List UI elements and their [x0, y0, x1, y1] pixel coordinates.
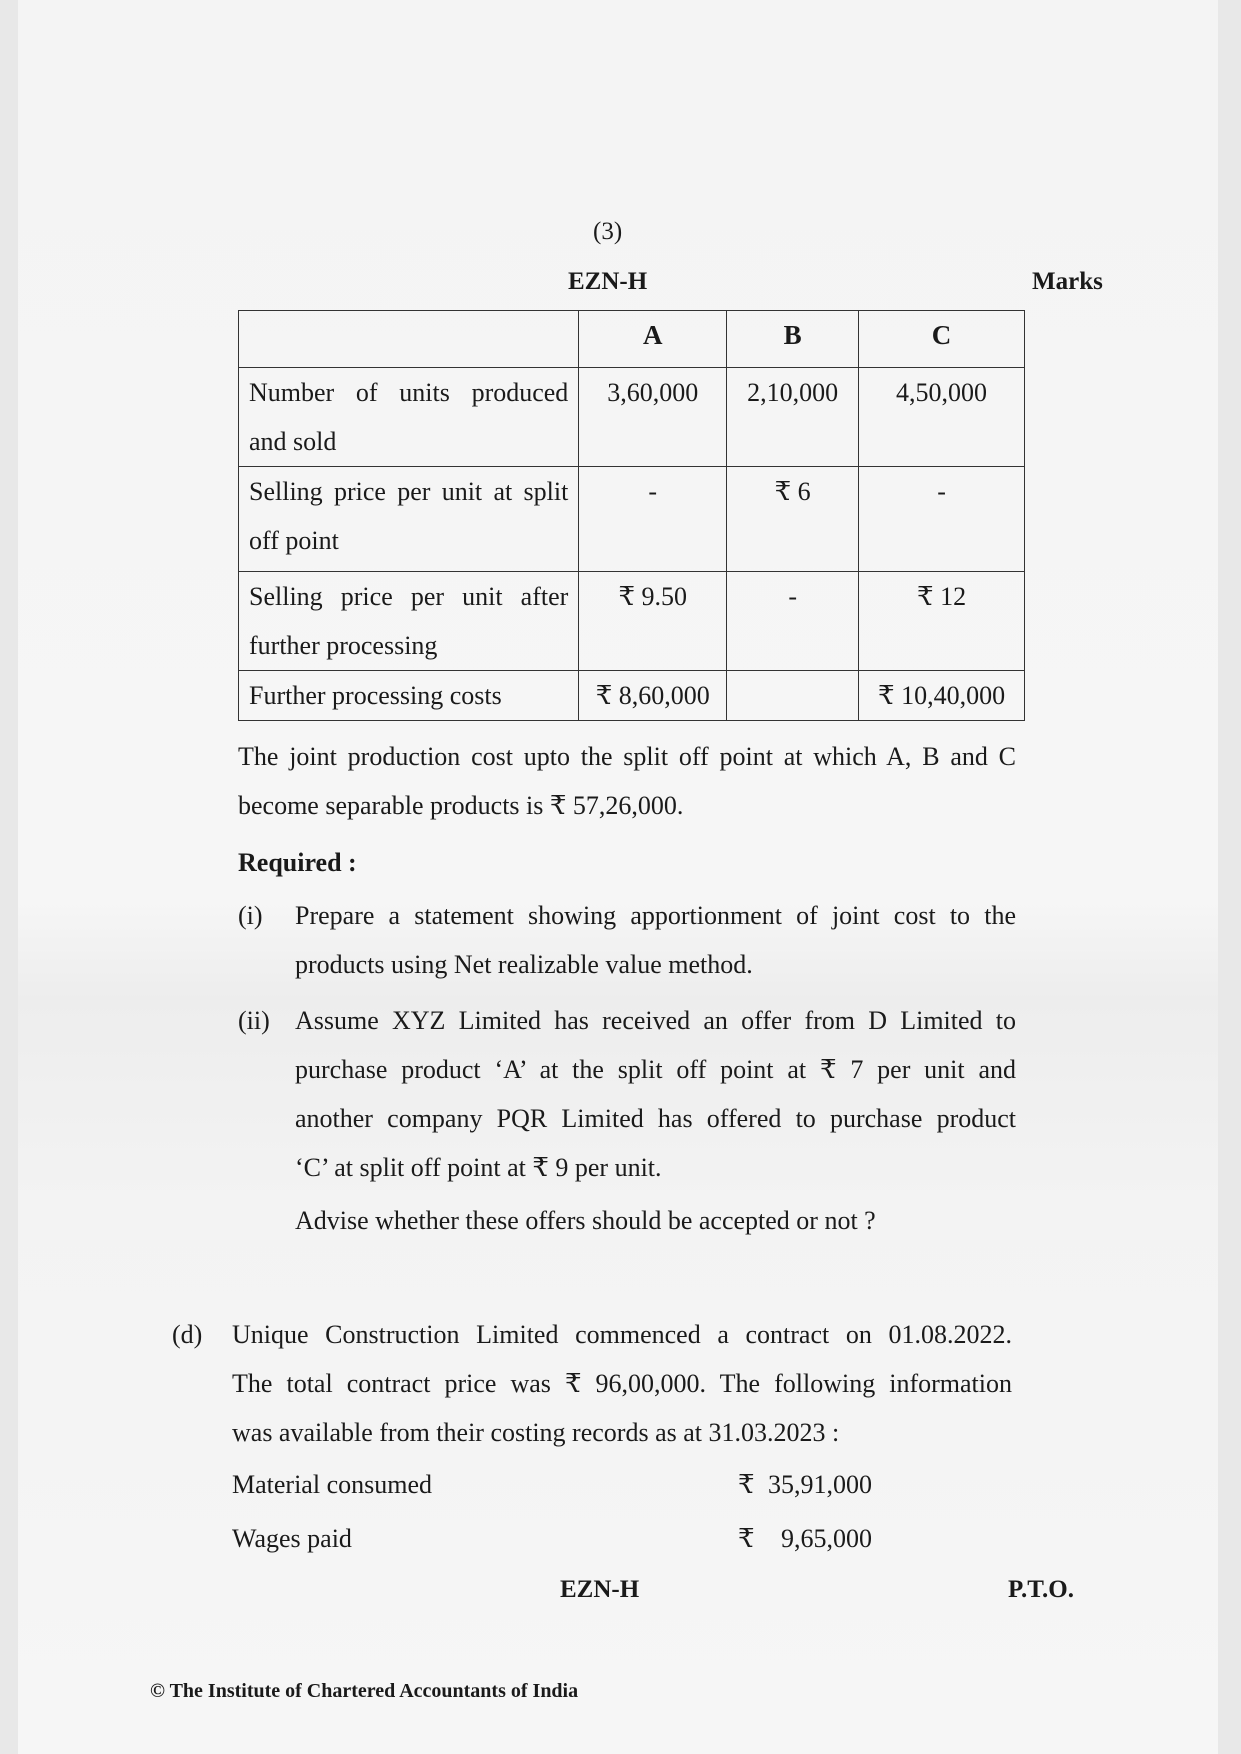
- ledger-amount: 35,91,000: [768, 1470, 872, 1499]
- row-label: Selling price per unit at split off point: [239, 467, 579, 572]
- cell-a: ₹ 9.50: [579, 572, 727, 671]
- cell-b: 2,10,000: [727, 368, 859, 467]
- table-row: [239, 467, 1025, 572]
- item-number: (ii): [238, 1006, 270, 1035]
- row-label: Number of units produced and sold: [239, 368, 579, 467]
- ledger-amount: 9,65,000: [781, 1524, 872, 1553]
- column-header-b: B: [727, 311, 859, 368]
- table-row: [239, 572, 1025, 671]
- required-item-i: (i) Prepare a statement showing apportionment of joint cost to the products using Net realizable value method.: [238, 891, 1016, 989]
- ledger-row-material: [232, 1470, 872, 1506]
- question-part-d: (d) Unique Construction Limited commenced a contract on 01.08.2022. The total contract price was ₹ 96,00,000. The following information was available from their costing records as at 31.03.2023 :: [172, 1310, 1012, 1457]
- joint-products-table: [238, 310, 1025, 721]
- copyright-notice: © The Institute of Chartered Accountants of India: [150, 1680, 579, 1702]
- ledger-row-wages: [232, 1524, 872, 1560]
- cell-a: 3,60,000: [579, 368, 727, 467]
- paper-code-footer: EZN-H: [560, 1576, 640, 1603]
- cell-b: ₹ 6: [727, 467, 859, 572]
- part-number: (d): [172, 1320, 203, 1349]
- page-number: (3): [593, 218, 623, 245]
- cell-c: -: [859, 467, 1025, 572]
- table-header-cell: [239, 311, 579, 368]
- ledger-label: Wages paid: [232, 1524, 352, 1553]
- cell-c: ₹ 10,40,000: [859, 671, 1025, 721]
- row-label: Selling price per unit after further processing: [239, 572, 579, 671]
- cell-a: ₹ 8,60,000: [579, 671, 727, 721]
- required-heading: Required :: [238, 848, 357, 877]
- ledger-currency: ₹: [738, 1524, 755, 1553]
- paper-code-header: EZN-H: [568, 268, 648, 295]
- cell-c: ₹ 12: [859, 572, 1025, 671]
- table-row: [239, 368, 1025, 467]
- item-number: (i): [238, 901, 263, 930]
- advise-text: Advise whether these offers should be accepted or not ?: [295, 1206, 876, 1235]
- cell-c: 4,50,000: [859, 368, 1025, 467]
- marks-label: Marks: [1032, 268, 1103, 295]
- ledger-currency: ₹: [738, 1470, 755, 1499]
- pto-label: P.T.O.: [1008, 1576, 1074, 1603]
- cell-b: -: [727, 572, 859, 671]
- row-label: Further processing costs: [239, 671, 579, 721]
- table-header-row: [239, 311, 1025, 368]
- table-row: [239, 671, 1025, 721]
- cell-a: -: [579, 467, 727, 572]
- cell-b: [727, 671, 859, 721]
- required-item-ii: (ii) Assume XYZ Limited has received an offer from D Limited to purchase product ‘A’ at the split off point at ₹ 7 per unit and another company PQR Limited has offered to purchase product ‘C’ at split off point at ₹ 9 per unit. Advise whether these offers should be accepted or not ?: [238, 996, 1016, 1245]
- ledger-label: Material consumed: [232, 1470, 432, 1499]
- joint-cost-statement: The joint production cost upto the split off point at which A, B and C become separable products is ₹ 57,26,000.: [238, 742, 1016, 820]
- column-header-a: A: [579, 311, 727, 368]
- column-header-c: C: [859, 311, 1025, 368]
